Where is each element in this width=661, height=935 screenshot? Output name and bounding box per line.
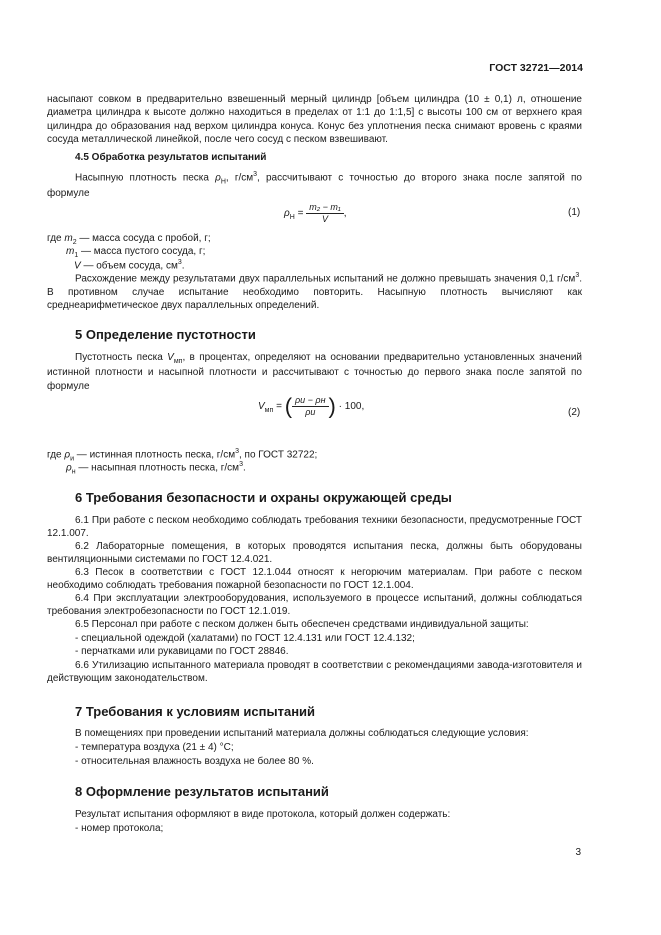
- formula-1-fraction: $\frac{\text{m₂ − m₁}}{V}$: [306, 202, 344, 225]
- section-7-title: 7 Требования к условиям испытаний: [75, 704, 316, 719]
- s6-bullet-2: - перчатками или рукавицами по ГОСТ 28846.: [75, 646, 289, 657]
- doc-header-code: ГОСТ 32721—2014: [489, 62, 583, 74]
- where-rho-i: где $\rho_и$ — истинная плотность песка, $г/см^3$, по ГОСТ 32722;: [47, 448, 318, 463]
- intro-paragraph: насыпают совком в предварительно взвешенный мерный цилиндр [объем цилиндра (10 ± 0,1) л, отношение диаметра цилиндра к высоте должно находиться в пределах от 1:1 до 1:1,5] с высоты 100 см от верхнего края цилиндра до образования над верхом цилиндра конуса. Конус без уплотнения песка снимают вровень с краями сосуда металлической линейкой, после чего сосуд с песком взвешивают.: [47, 94, 582, 145]
- s45-paragraph-2: Расхождение между результатами двух параллельных испытаний не должно превышать значения 0,1 $г/см^3$. В противном случае испытание необходимо повторить. Насыпную плотность вычисляют как среднеарифметическое двух параллельных определений.: [47, 272, 582, 311]
- where-m2: где $m_2$ — масса сосуда с пробой, г;: [47, 233, 211, 246]
- formula-1: $\rho_Н$ = $\frac{\text{m₂ − m₁}}{V}$ ,: [284, 202, 347, 224]
- formula-1-number: (1): [568, 207, 581, 218]
- page-number: 3: [575, 847, 581, 858]
- s7-bullet-1: - температура воздуха (21 ± 4) °С;: [75, 742, 234, 753]
- s6-item-6-6: 6.6 Утилизацию испытанного материала проводят в соответствии с рекомендациями завода-изготовителя и действующим законодательством.: [47, 660, 582, 685]
- s5-paragraph-1: Пустотность песка $V_{мп}$, в процентах, определяют на основании предварительно установленных значений истинной плотности и насыпной плотности и рассчитывают с точностью до первого знака после запятой по формуле: [47, 352, 583, 392]
- s6-bullet-1: - специальной одеждой (халатами) по ГОСТ 12.4.131 или ГОСТ 12.4.132;: [75, 633, 415, 644]
- section-8-title: 8 Оформление результатов испытаний: [75, 784, 329, 799]
- section-6-title: 6 Требования безопасности и охраны окружающей среды: [75, 490, 452, 505]
- s6-item-6-1: 6.1 При работе с песком необходимо соблюдать требования техники безопасности, предусмотренные ГОСТ 12.1.007.: [47, 515, 582, 540]
- formula-2: $V_{мп}$ = ( $\frac{\rho и - \rho н}{\rho и}$ ) · 100,: [258, 393, 365, 419]
- s7-paragraph-1: В помещениях при проведении испытаний материала должны соблюдаться следующие условия:: [75, 728, 529, 739]
- section-4-5-title: 4.5 Обработка результатов испытаний: [75, 152, 267, 163]
- where-rho-n: $\rho_н$ — насыпная плотность песка, $г/см^3$.: [66, 461, 246, 476]
- s6-item-6-2: 6.2 Лабораторные помещения, в которых проводятся испытания песка, должны быть оборудованы вентиляционными системами по ГОСТ 12.4.021.: [47, 541, 582, 566]
- s6-item-6-4: 6.4 При эксплуатации электрооборудования, используемого в процессе испытаний, должны соблюдаться требования электробезопасности по ГОСТ 12.1.019.: [47, 593, 582, 618]
- s8-paragraph-1: Результат испытания оформляют в виде протокола, который должен содержать:: [75, 809, 451, 820]
- section-5-title: 5 Определение пустотности: [75, 327, 256, 342]
- s8-bullet-1: - номер протокола;: [75, 823, 164, 834]
- s45-paragraph-1: Насыпную плотность песка $\rho_Н$, $г/см^3$, рассчитывают с точностью до второго знака после запятой по формуле: [47, 171, 582, 199]
- s7-bullet-2: - относительная влажность воздуха не более 80 %.: [75, 756, 314, 767]
- s6-item-6-5: 6.5 Персонал при работе с песком должен быть обеспечен средствами индивидуальной защиты:: [75, 619, 529, 630]
- formula-2-fraction: $\frac{\rho и - \rho н}{\rho и}$: [292, 395, 329, 418]
- formula-2-number: (2): [568, 407, 581, 418]
- s6-item-6-3: 6.3 Песок в соответствии с ГОСТ 12.1.044 относят к негорючим материалам. При работе с песком необходимо соблюдать требования пожарной безопасности по ГОСТ 12.1.004.: [47, 567, 582, 592]
- where-m1: $m_1$ — масса пустого сосуда, г;: [66, 246, 206, 259]
- where-v: V — объем сосуда, $см^3$.: [74, 259, 185, 272]
